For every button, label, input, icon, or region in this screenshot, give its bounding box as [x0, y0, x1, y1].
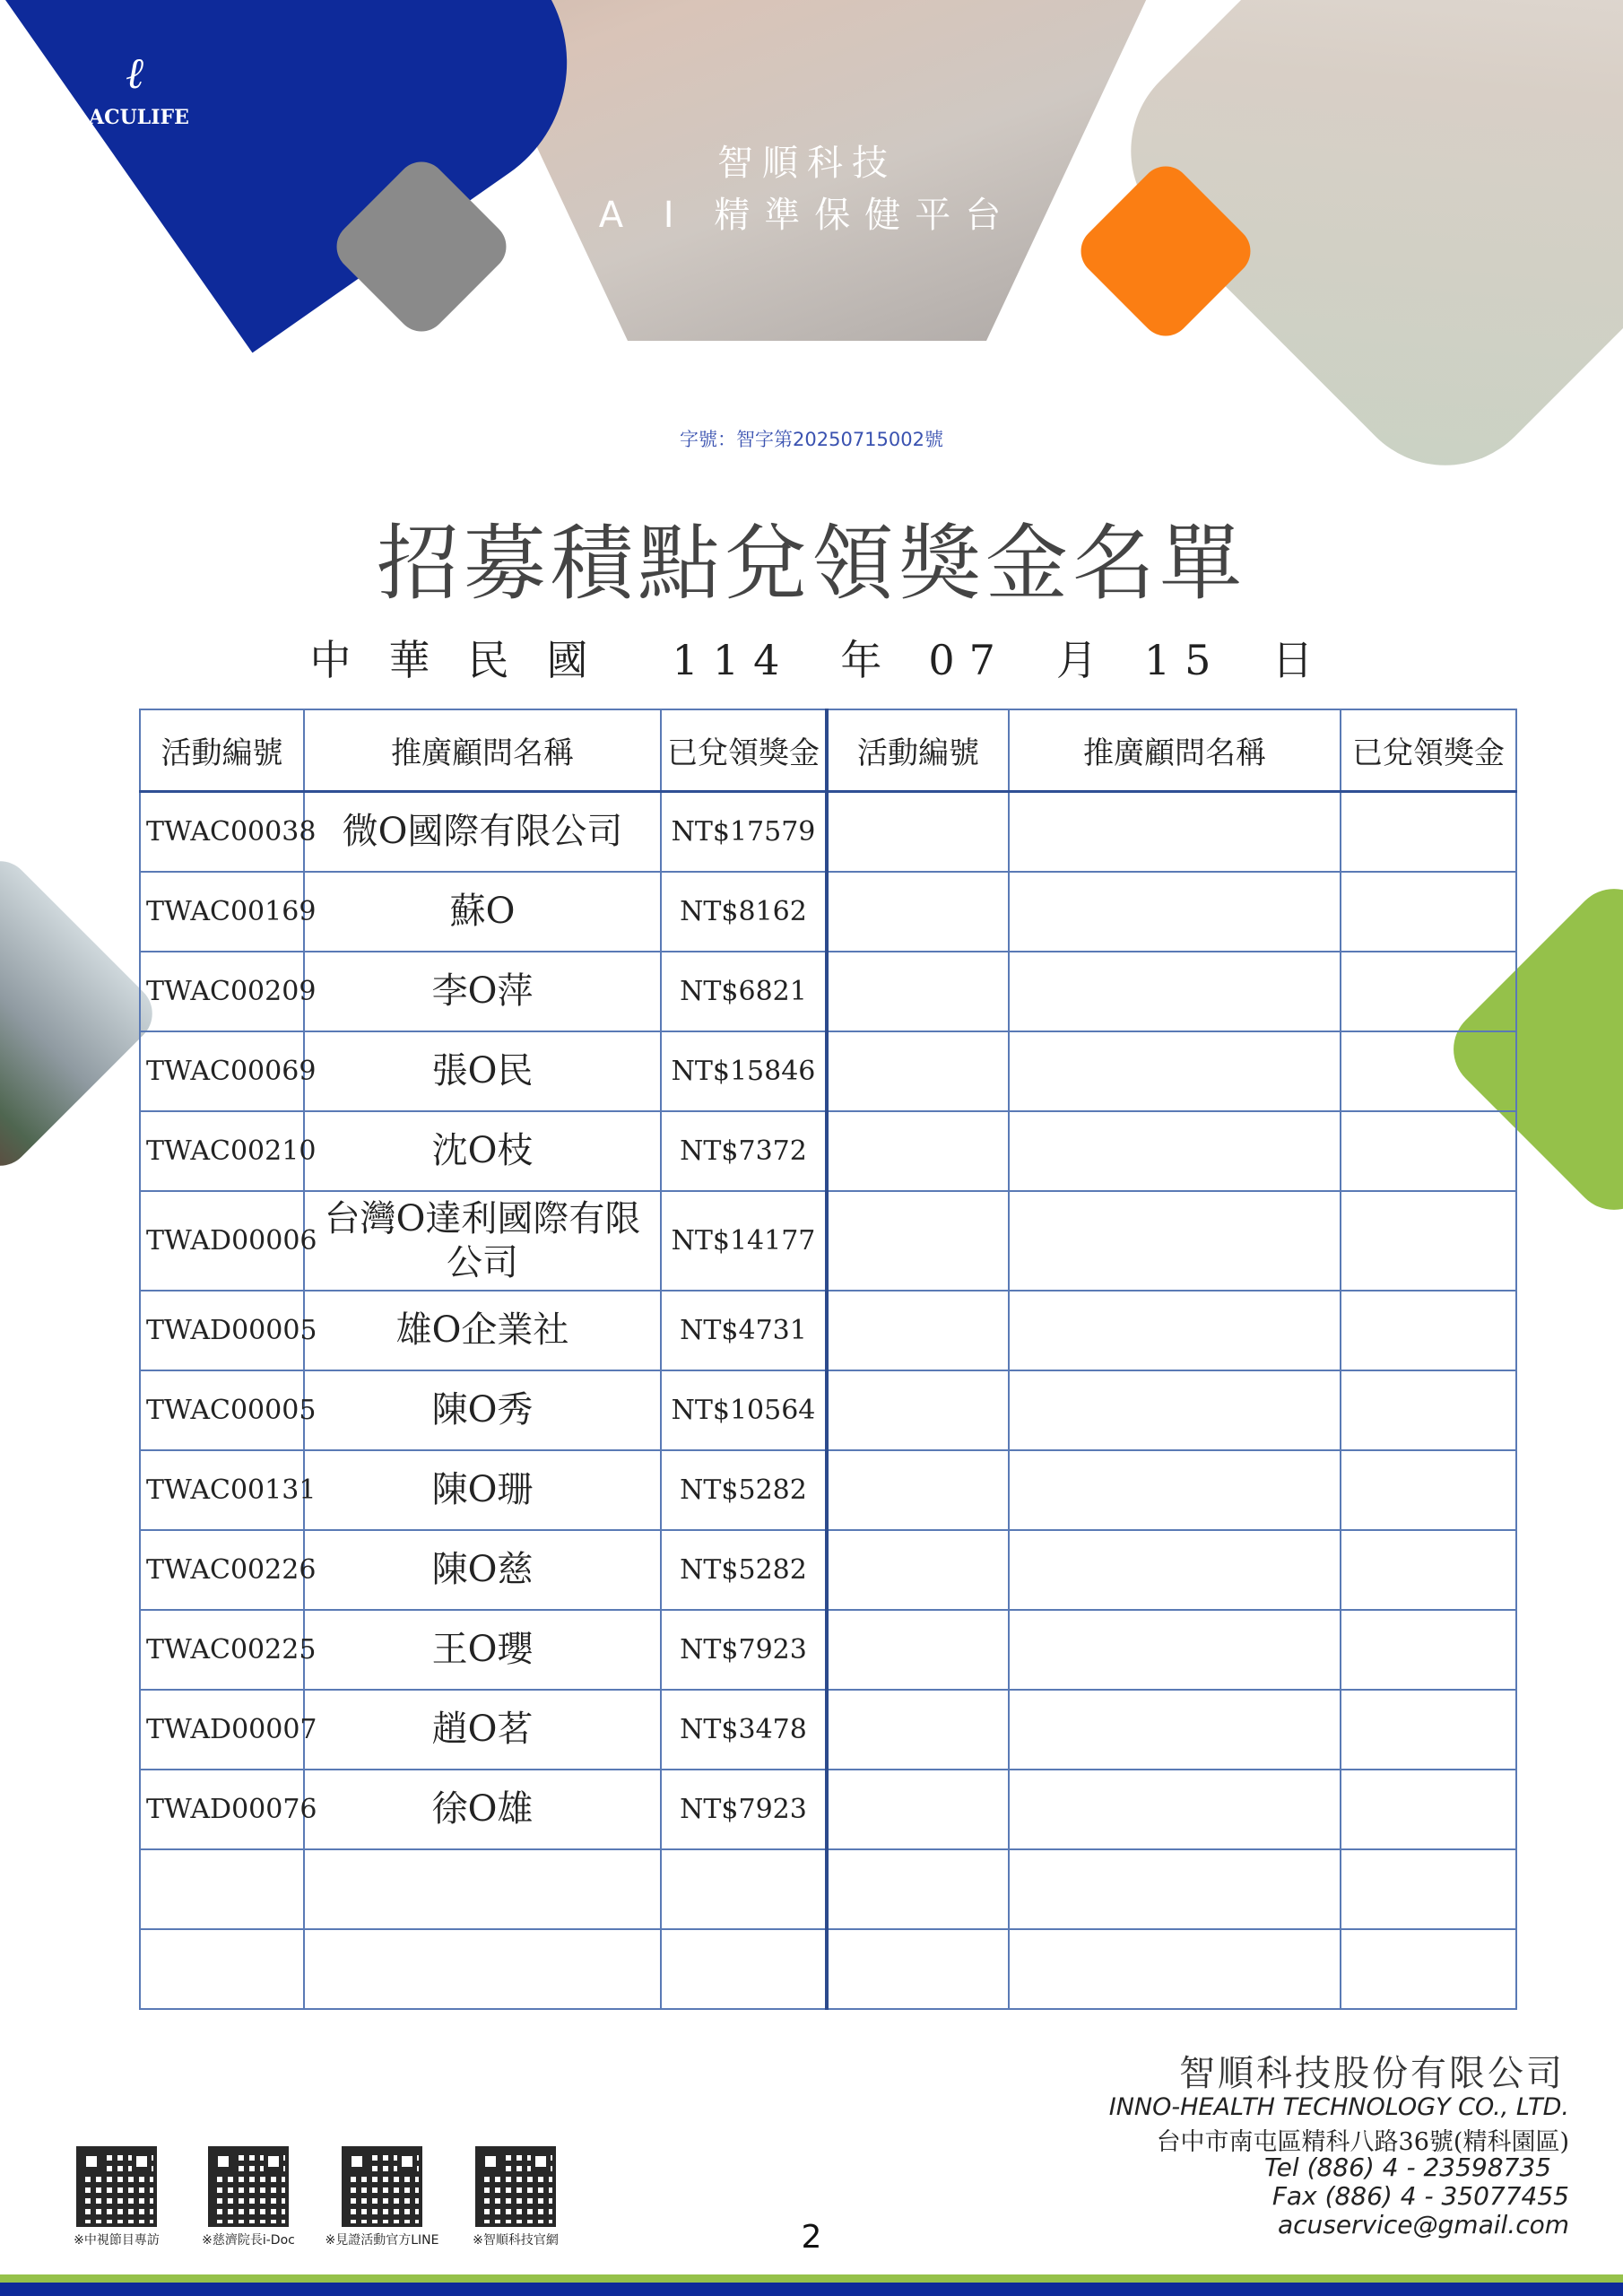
empty-cell: [1009, 1770, 1341, 1849]
empty-cell: [1341, 1370, 1516, 1450]
qr-caption-line: ※見證活動官方LINE: [325, 2233, 439, 2248]
empty-cell: [1341, 1291, 1516, 1370]
empty-cell: [1009, 1111, 1341, 1191]
bonus-amount-cell: NT$6821: [661, 952, 827, 1031]
date-year-unit: 年: [840, 636, 882, 684]
empty-cell: [1341, 1610, 1516, 1690]
bonus-amount-cell: NT$7923: [661, 1610, 827, 1690]
empty-cell: [1009, 1450, 1341, 1530]
advisor-name-cell: 徐O雄: [304, 1770, 661, 1849]
empty-cell: [1009, 1370, 1341, 1450]
date-month-unit: 月: [1055, 636, 1098, 684]
advisor-name-cell: 王O瓔: [304, 1610, 661, 1690]
table-row: [140, 1690, 1516, 1770]
activity-id-cell: TWAC00038: [140, 792, 304, 873]
activity-id-cell: TWAD00006: [140, 1191, 304, 1291]
brand-name: 智順科技: [717, 143, 897, 184]
advisor-name-cell: 陳O慈: [304, 1530, 661, 1610]
bonus-amount-cell: NT$10564: [661, 1370, 827, 1450]
empty-cell: [1009, 1849, 1341, 1929]
empty-cell: [1341, 1690, 1516, 1770]
document-date: [269, 628, 1354, 687]
table-row: [140, 1031, 1516, 1111]
empty-cell: [1341, 1191, 1516, 1291]
empty-cell: [1009, 1929, 1341, 2009]
table-row: [140, 1370, 1516, 1450]
table-row: [140, 1849, 1516, 1929]
bonus-list-table: [139, 709, 1517, 2010]
company-name: 智順科技股份有限公司: [1179, 2053, 1565, 2094]
table-row: [140, 1191, 1516, 1291]
date-month: 07: [928, 636, 1010, 684]
empty-cell: [1009, 1191, 1341, 1291]
empty-cell: [1341, 1111, 1516, 1191]
bonus-amount-cell: NT$17579: [661, 792, 827, 873]
table-row: [140, 1530, 1516, 1610]
company-fax: Fax (886) 4 - 35077455: [1271, 2181, 1569, 2211]
company-email[interactable]: acuservice@gmail.com: [1277, 2210, 1569, 2239]
empty-cell: [827, 1530, 1009, 1610]
qr-caption-website: ※智順科技官網: [473, 2233, 559, 2248]
empty-cell: [1009, 1530, 1341, 1610]
activity-id-cell: [140, 1849, 304, 1929]
table-row: [140, 872, 1516, 952]
activity-id-cell: TWAC00005: [140, 1370, 304, 1450]
date-day-unit: 日: [1271, 636, 1314, 684]
bonus-amount-cell: NT$8162: [661, 872, 827, 952]
bonus-amount-cell: NT$14177: [661, 1191, 827, 1291]
activity-id-cell: TWAC00210: [140, 1111, 304, 1191]
empty-cell: [1341, 1450, 1516, 1530]
advisor-name-cell: 沈O枝: [304, 1111, 661, 1191]
empty-cell: [827, 1111, 1009, 1191]
empty-cell: [1341, 872, 1516, 952]
activity-id-cell: TWAC00069: [140, 1031, 304, 1111]
table-header-row: [140, 709, 1516, 792]
empty-cell: [827, 1291, 1009, 1370]
bonus-amount-cell: [661, 1849, 827, 1929]
empty-cell: [1009, 1031, 1341, 1111]
header-advisor-name: 推廣顧問名稱: [304, 709, 661, 792]
empty-cell: [1341, 1530, 1516, 1610]
activity-id-cell: TWAC00226: [140, 1530, 304, 1610]
bonus-amount-cell: [661, 1929, 827, 2009]
empty-cell: [1341, 1770, 1516, 1849]
advisor-name-cell: [304, 1849, 661, 1929]
empty-cell: [1341, 1929, 1516, 2009]
empty-cell: [1009, 792, 1341, 873]
empty-cell: [827, 872, 1009, 952]
bonus-amount-cell: NT$5282: [661, 1450, 827, 1530]
header-advisor-name-2: 推廣顧問名稱: [1009, 709, 1341, 792]
advisor-name-cell: 雄O企業社: [304, 1291, 661, 1370]
advisor-name-cell: 李O萍: [304, 952, 661, 1031]
empty-cell: [827, 1370, 1009, 1450]
qr-caption-tv-interview: ※中視節目專訪: [74, 2233, 160, 2248]
activity-id-cell: [140, 1929, 304, 2009]
aculife-logo-icon: ℓ: [126, 48, 143, 99]
empty-cell: [827, 1690, 1009, 1770]
date-year: 114: [672, 636, 794, 684]
activity-id-cell: TWAC00209: [140, 952, 304, 1031]
empty-cell: [1341, 1031, 1516, 1111]
activity-id-cell: TWAD00076: [140, 1770, 304, 1849]
empty-cell: [827, 1849, 1009, 1929]
table-row: [140, 1291, 1516, 1370]
table-row: [140, 1770, 1516, 1849]
activity-id-cell: TWAD00007: [140, 1690, 304, 1770]
empty-cell: [1341, 1849, 1516, 1929]
header-activity-id: 活動編號: [140, 709, 304, 792]
company-address: 台中市南屯區精科八路36號(精科園區): [1156, 2128, 1569, 2156]
advisor-name-cell: 蘇O: [304, 872, 661, 952]
activity-id-cell: TWAC00225: [140, 1610, 304, 1690]
table-row: [140, 1450, 1516, 1530]
qr-code-icon[interactable]: [208, 2146, 289, 2227]
bonus-amount-cell: NT$4731: [661, 1291, 827, 1370]
empty-cell: [1009, 1610, 1341, 1690]
footer-green-bar: [0, 2274, 1623, 2283]
table-row: [140, 792, 1516, 873]
table-row: [140, 1929, 1516, 2009]
page-number: 2: [801, 2219, 822, 2256]
activity-id-cell: TWAC00169: [140, 872, 304, 952]
company-tel: Tel (886) 4 - 23598735: [1264, 2152, 1551, 2182]
empty-cell: [827, 1610, 1009, 1690]
empty-cell: [827, 792, 1009, 873]
empty-cell: [1009, 1291, 1341, 1370]
empty-cell: [827, 1929, 1009, 2009]
empty-cell: [1341, 952, 1516, 1031]
empty-cell: [827, 952, 1009, 1031]
advisor-name-cell: 微O國際有限公司: [304, 792, 661, 873]
date-era: 中華民國: [309, 636, 626, 684]
advisor-name-cell: 陳O珊: [304, 1450, 661, 1530]
bonus-amount-cell: NT$15846: [661, 1031, 827, 1111]
qr-code-icon[interactable]: [76, 2146, 157, 2227]
empty-cell: [1009, 872, 1341, 952]
advisor-name-cell: 張O民: [304, 1031, 661, 1111]
footer-blue-bar: [0, 2283, 1623, 2296]
advisor-name-cell: 陳O秀: [304, 1370, 661, 1450]
header-bonus-redeemed: 已兌領獎金: [661, 709, 827, 792]
empty-cell: [1009, 1690, 1341, 1770]
empty-cell: [827, 1770, 1009, 1849]
advisor-name-cell: 趙O茗: [304, 1690, 661, 1770]
page-title: 招募積點兌領獎金名單: [376, 516, 1246, 612]
activity-id-cell: TWAC00131: [140, 1450, 304, 1530]
qr-code-icon[interactable]: [342, 2146, 422, 2227]
qr-caption-idoc: ※慈濟院長i-Doc: [202, 2233, 295, 2248]
date-day: 15: [1143, 636, 1226, 684]
header-bonus-redeemed-2: 已兌領獎金: [1341, 709, 1516, 792]
empty-cell: [827, 1450, 1009, 1530]
empty-cell: [1341, 792, 1516, 873]
empty-cell: [827, 1191, 1009, 1291]
advisor-name-cell: [304, 1929, 661, 2009]
table-row: [140, 1610, 1516, 1690]
empty-cell: [827, 1031, 1009, 1111]
empty-cell: [1009, 952, 1341, 1031]
brand-tagline: A I 精準保健平台: [598, 195, 1016, 236]
blue-corner-shape: [0, 0, 620, 352]
bonus-amount-cell: NT$7923: [661, 1770, 827, 1849]
qr-code-icon[interactable]: [475, 2146, 556, 2227]
activity-id-cell: TWAD00005: [140, 1291, 304, 1370]
bonus-amount-cell: NT$7372: [661, 1111, 827, 1191]
logo-text: ACULIFE: [89, 106, 189, 129]
bonus-amount-cell: NT$3478: [661, 1690, 827, 1770]
table-row: [140, 1111, 1516, 1191]
document-number: 字號：智字第20250715002號: [680, 429, 943, 450]
table-row: [140, 952, 1516, 1031]
advisor-name-cell: 台灣O達利國際有限公司: [304, 1191, 661, 1291]
bonus-amount-cell: NT$5282: [661, 1530, 827, 1610]
company-name-en: INNO-HEALTH TECHNOLOGY CO., LTD.: [1108, 2093, 1569, 2121]
header-activity-id-2: 活動編號: [827, 709, 1009, 792]
